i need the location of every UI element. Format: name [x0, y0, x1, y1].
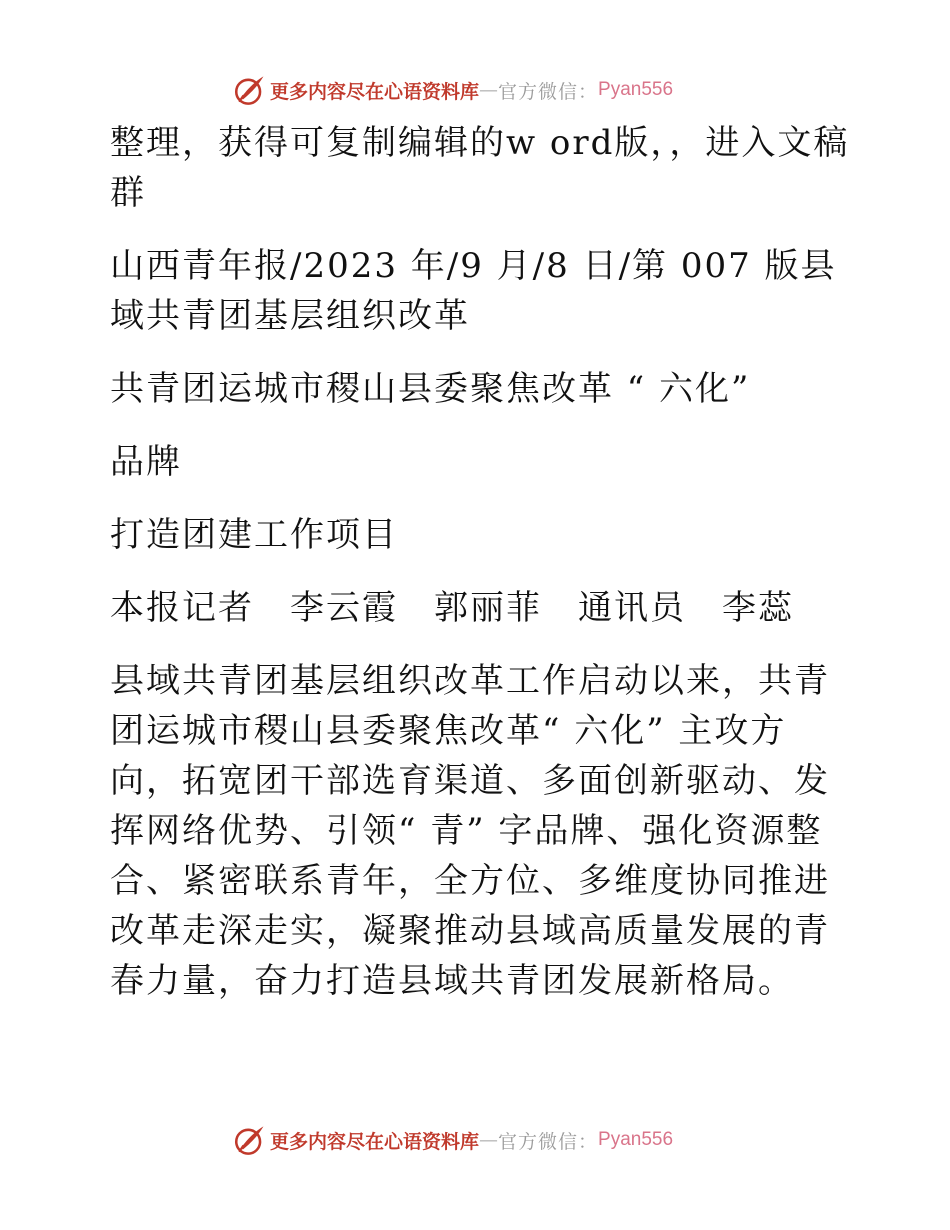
headline-line-1: 共青团运城市稷山县委聚焦改革 “ 六化”	[110, 369, 751, 409]
quill-logo-icon	[232, 73, 266, 107]
byline: 本报记者 李云霞 郭丽菲 通讯员 李蕊	[110, 588, 794, 628]
banner-official-label: 官方微信：	[498, 1130, 599, 1153]
body-paragraph: 县域共青团基层组织改革工作启动以来，共青团运城市稷山县委聚焦改革“ 六化” 主攻方向，拓宽团干部选育渠道、多面创新驱动、发挥网络优势、引领“ 青” 字品牌、强化资源整合、紧密联系青年，全方位、多维度协同推进改革走深走实，凝聚推动县域高质量发展的青春力量，奋力打造县域共青团发展新格局。	[110, 661, 830, 1001]
banner-separator: —	[479, 1129, 499, 1151]
intro-paragraph: 整理，获得可复制编辑的w ord版，，进入文稿群	[110, 123, 850, 213]
banner-text: 更多内容尽在心语资料库	[270, 80, 480, 103]
banner-official-label: 官方微信：	[498, 80, 599, 103]
source-line: 山西青年报/2023 年/9 月/8 日/第 007 版县域共青团基层组织改革	[110, 246, 837, 336]
subheadline: 打造团建工作项目	[110, 515, 398, 555]
banner-text: 更多内容尽在心语资料库	[270, 1130, 480, 1153]
header-banner	[232, 70, 752, 110]
banner-separator: —	[479, 79, 499, 101]
headline-line-2: 品牌	[110, 442, 182, 482]
banner-wechat-id: Pyan556	[598, 79, 674, 100]
quill-logo-icon	[232, 1123, 266, 1157]
footer-banner	[232, 1120, 752, 1160]
banner-wechat-id: Pyan556	[598, 1129, 674, 1150]
document-body	[98, 118, 858, 1006]
